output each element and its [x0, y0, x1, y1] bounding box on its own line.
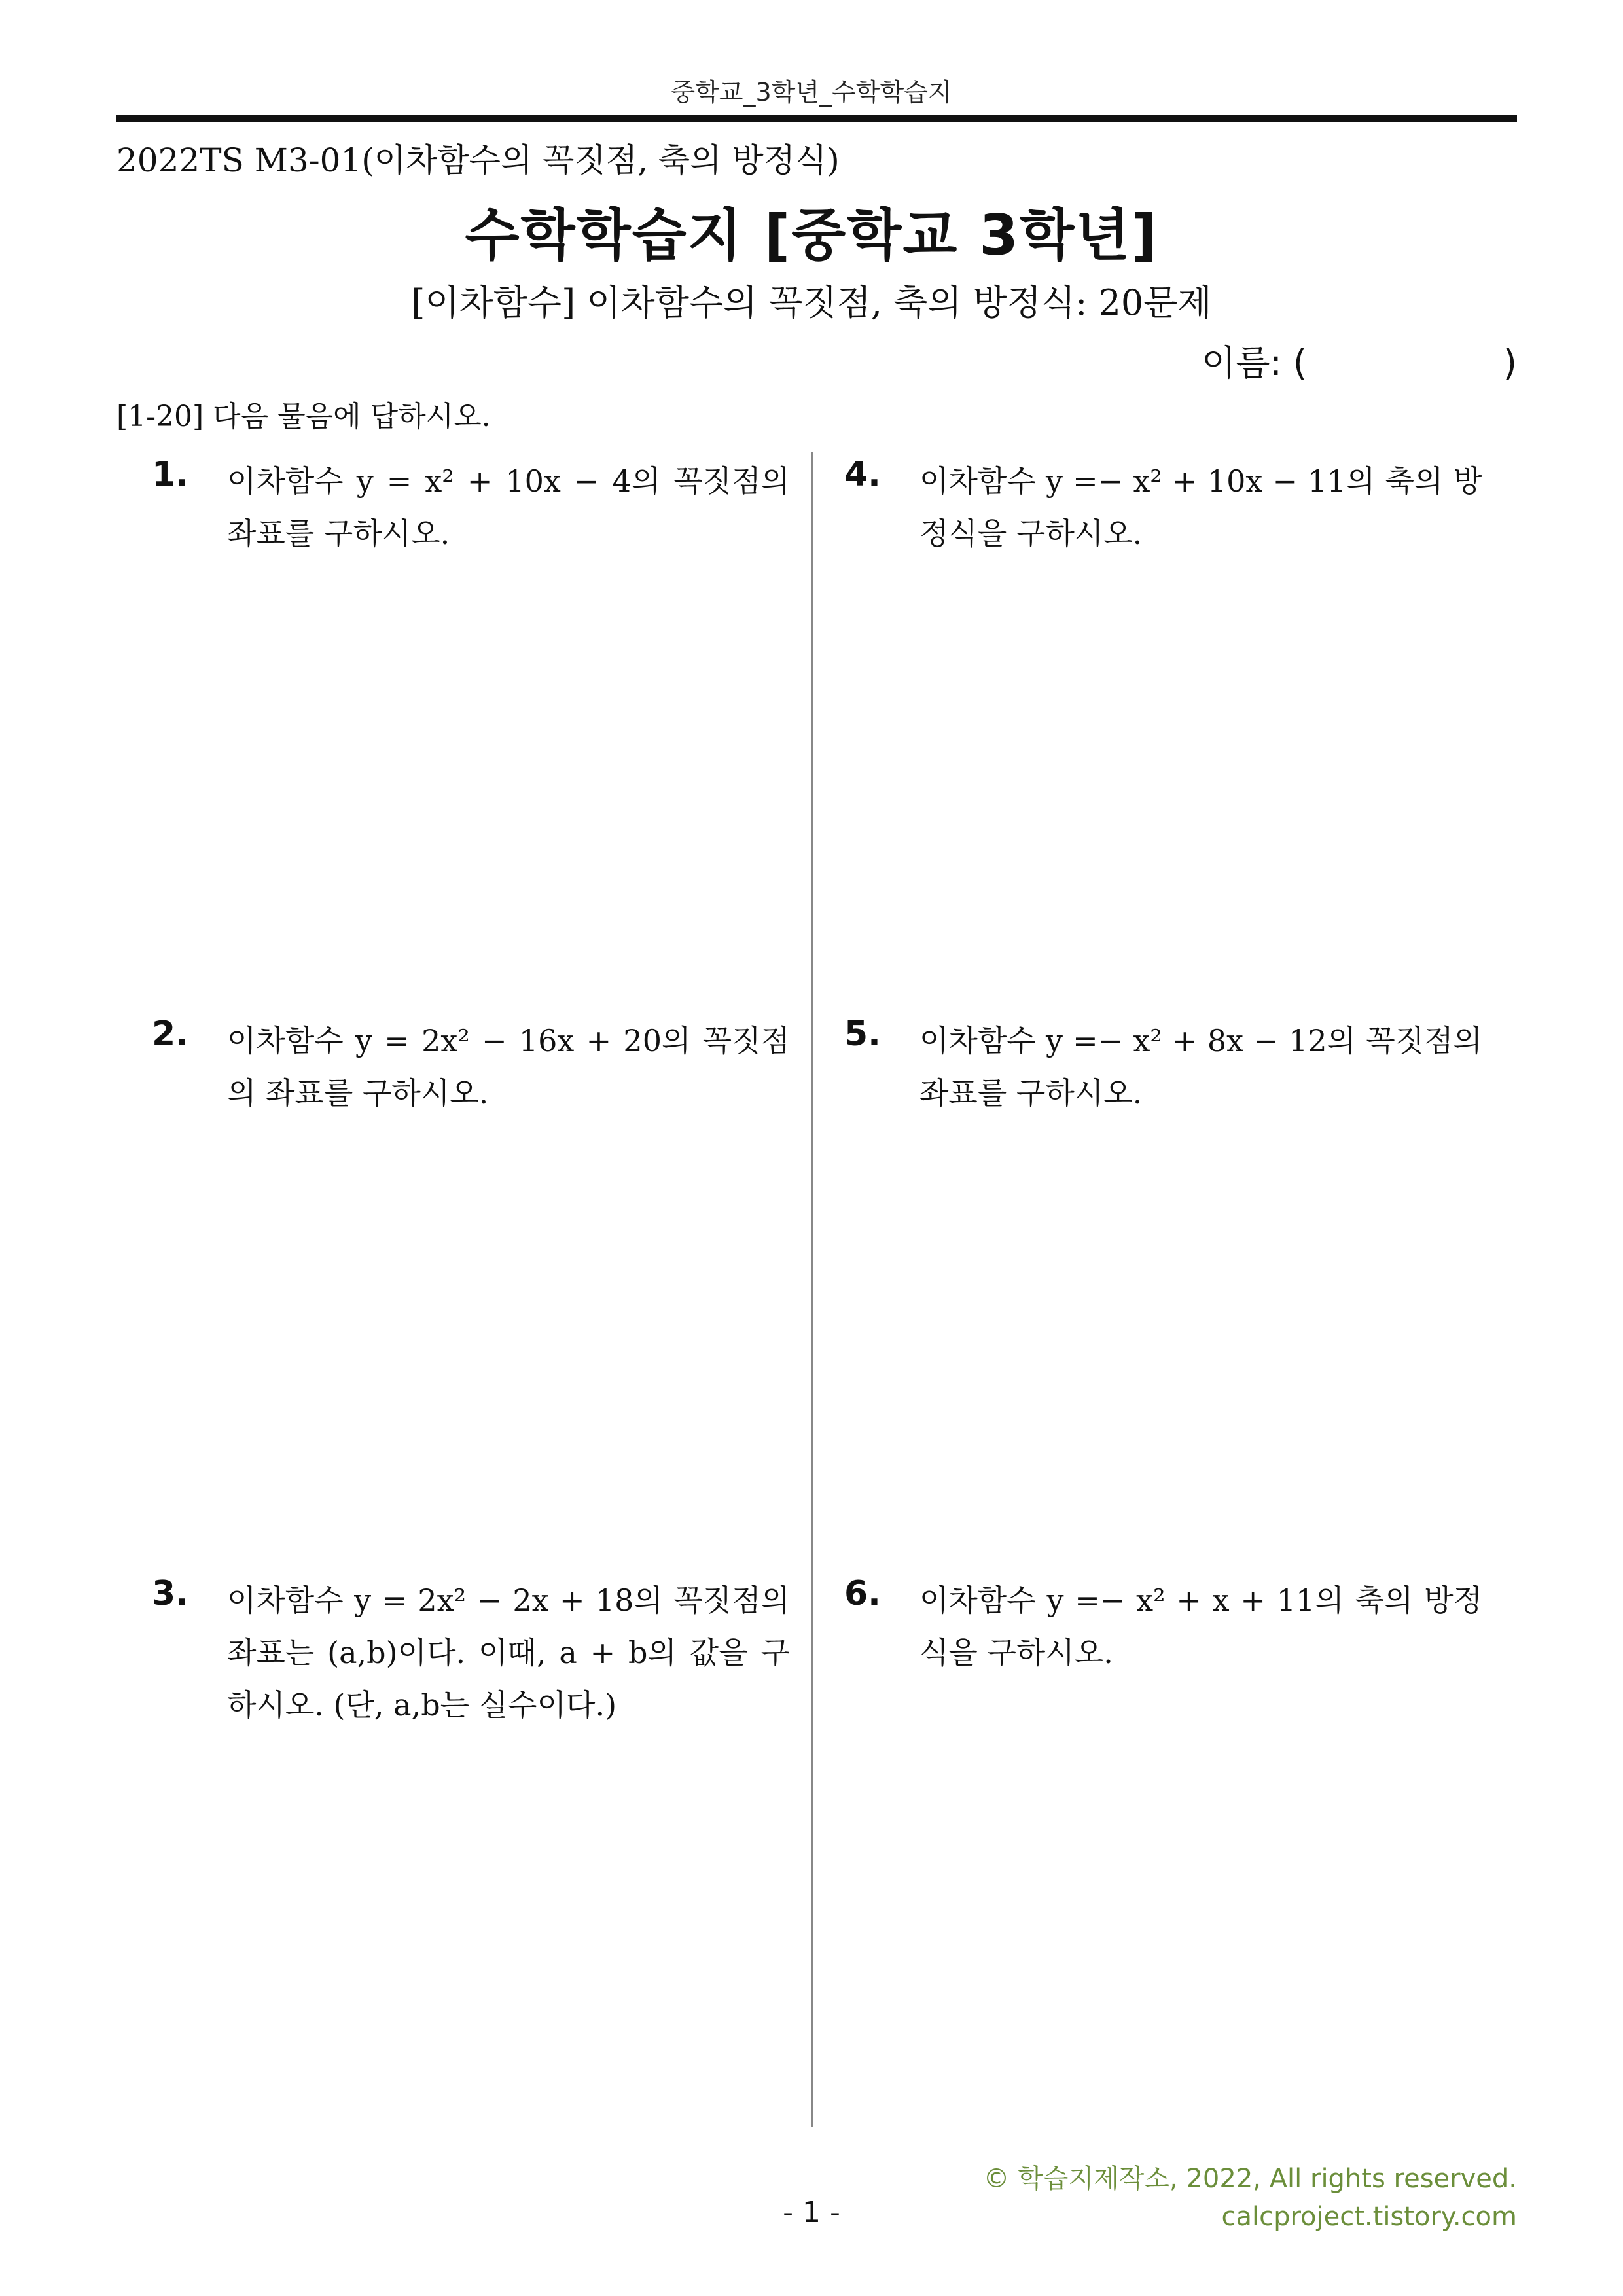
- problem-text: 이차함수 y = 2x² − 2x + 18의 꼭짓점의 좌표는 (a,b)이다. 이때, a + b의 값을 구하시오. (단, a,b는 실수이다.): [227, 1583, 790, 1723]
- problem-number: 5.: [844, 1014, 881, 1054]
- problem-text: 이차함수 y = x² + 10x − 4의 꼭짓점의 좌표를 구하시오.: [227, 463, 790, 551]
- running-header: 중학교_3학년_수학학습지: [671, 78, 952, 107]
- page-title: 수학학습지 [중학교 3학년]: [465, 203, 1158, 268]
- instruction: [1-20] 다음 물음에 답하시오.: [116, 400, 491, 433]
- page-number: - 1 -: [783, 2196, 840, 2229]
- problem-text: 이차함수 y =− x² + 10x − 11의 축의 방정식을 구하시오.: [919, 463, 1482, 551]
- problem-text: 이차함수 y = 2x² − 16x + 20의 꼭짓점의 좌표를 구하시오.: [227, 1023, 790, 1111]
- site-url[interactable]: calcproject.tistory.com: [1221, 2202, 1517, 2232]
- problem-number: 4.: [844, 455, 881, 494]
- column-divider: [812, 452, 813, 2127]
- problem-text: 이차함수 y =− x² + x + 11의 축의 방정식을 구하시오.: [919, 1583, 1482, 1670]
- problem-text: 이차함수 y =− x² + 8x − 12의 꼭짓점의 좌표를 구하시오.: [919, 1023, 1482, 1111]
- header-rule: [116, 115, 1517, 122]
- problem-number: 1.: [152, 455, 188, 494]
- page-subtitle: [이차함수] 이차함수의 꼭짓점, 축의 방정식: 20문제: [411, 282, 1212, 323]
- name-close-paren: ): [1503, 342, 1517, 384]
- worksheet-code: 2022TS M3-01(이차함수의 꼭짓점, 축의 방정식): [116, 141, 840, 179]
- name-field[interactable]: [1202, 335, 1517, 386]
- name-label: 이름: (: [1202, 342, 1307, 384]
- copyright-text: © 학습지제작소, 2022, All rights reserved.: [983, 2164, 1517, 2194]
- problem-number: 2.: [152, 1014, 188, 1054]
- problem-number: 3.: [152, 1574, 188, 1613]
- problem-number: 6.: [844, 1574, 881, 1613]
